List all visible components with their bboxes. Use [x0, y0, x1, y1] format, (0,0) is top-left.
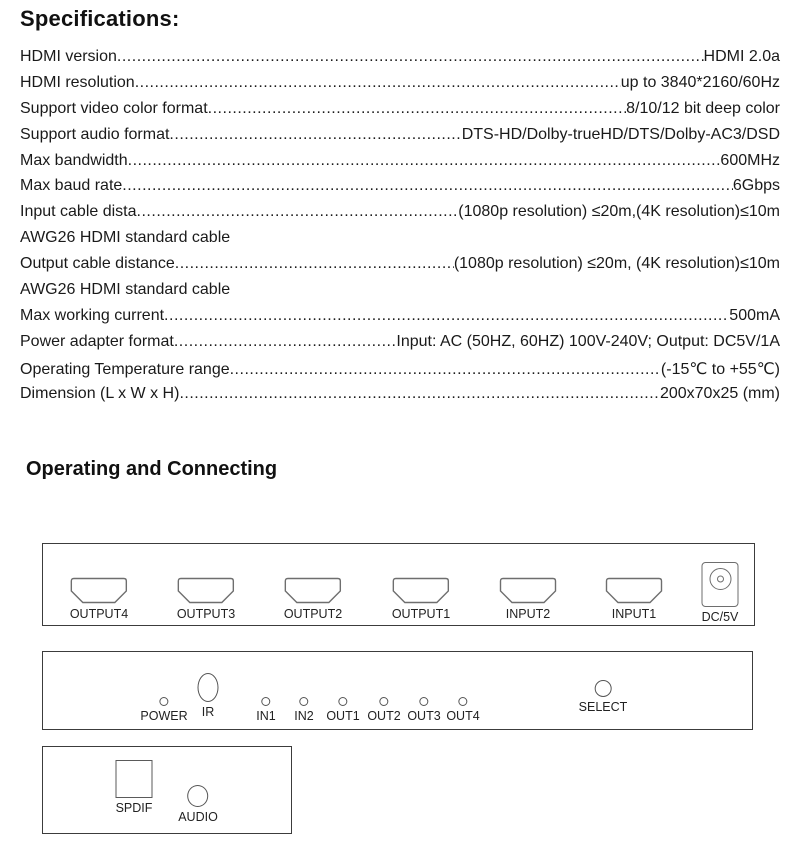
- front-panel: [42, 651, 753, 730]
- select-button-icon: [594, 680, 611, 697]
- leader-dots: [137, 203, 459, 221]
- spec-row: [20, 333, 780, 359]
- spec-value: 8/10/12 bit deep color: [626, 99, 780, 117]
- led-label: OUT1: [326, 709, 360, 723]
- spec-value: DTS-HD/Dolby-trueHD/DTS/Dolby-AC3/DSD: [461, 125, 780, 143]
- leader-dots: [208, 100, 626, 118]
- spec-label: Input cable dista: [20, 203, 137, 221]
- back-panel: [42, 543, 755, 626]
- spec-row: [20, 307, 780, 333]
- hdmi-port-output1: [392, 577, 450, 621]
- port-label: OUTPUT4: [69, 607, 129, 621]
- dc-jack-icon: [702, 562, 739, 607]
- port-label: DC/5V: [701, 610, 739, 624]
- hdmi-port-icon: [499, 577, 557, 604]
- audio-port-icon: [188, 785, 209, 807]
- audio-label: AUDIO: [178, 810, 218, 824]
- hdmi-port-output4: [70, 577, 128, 621]
- hdmi-port-output2: [284, 577, 342, 621]
- spec-value: Input: AC (50HZ, 60HZ) 100V-240V; Output: DC5V/1A: [396, 332, 780, 350]
- spec-value: 500mA: [729, 306, 780, 324]
- spdif-port: [116, 760, 153, 815]
- led-icon: [299, 697, 308, 706]
- spec-label: Support audio format: [20, 125, 170, 143]
- spec-row: [20, 203, 780, 229]
- spec-row: [20, 100, 780, 126]
- spec-value: (1080p resolution) ≤20m, (4K resolution)≤10m: [453, 255, 780, 273]
- leader-dots: [117, 48, 704, 66]
- spec-value: (-15℃ to +55℃): [660, 360, 780, 378]
- ir-label: IR: [201, 705, 215, 719]
- spec-row: [20, 74, 780, 100]
- spec-value: 200x70x25 (mm): [659, 384, 780, 402]
- spec-row: [20, 385, 780, 411]
- hdmi-port-icon: [70, 577, 128, 604]
- port-label: OUTPUT1: [391, 607, 451, 621]
- leader-dots: [169, 126, 461, 144]
- spec-label: Support video color format: [20, 99, 208, 117]
- spec-label: Dimension (L x W x H): [20, 384, 180, 402]
- hdmi-port-icon: [177, 577, 235, 604]
- spec-value: 600MHz: [720, 151, 780, 169]
- spec-label: AWG26 HDMI standard cable: [20, 229, 231, 247]
- spec-row: [20, 126, 780, 152]
- spec-label: HDMI resolution: [20, 73, 135, 91]
- led-icon: [380, 697, 389, 706]
- spec-label: Max bandwidth: [20, 151, 128, 169]
- spec-row: [20, 359, 780, 385]
- spec-row: [20, 255, 780, 281]
- port-label: OUTPUT3: [176, 607, 236, 621]
- select-button: [579, 680, 628, 714]
- led-out2: [367, 697, 400, 723]
- leader-dots: [122, 177, 733, 195]
- leader-dots: [230, 361, 661, 379]
- dc-power-port: [702, 562, 739, 624]
- port-label: OUTPUT2: [283, 607, 343, 621]
- spec-label: Operating Temperature range: [20, 360, 230, 378]
- power-led-label: POWER: [140, 709, 188, 723]
- port-label: INPUT2: [505, 607, 551, 621]
- spec-row: [20, 177, 780, 203]
- select-button-label: SELECT: [578, 700, 628, 714]
- audio-port: [178, 785, 218, 824]
- hdmi-port-output3: [177, 577, 235, 621]
- led-icon: [261, 697, 270, 706]
- port-label: INPUT1: [611, 607, 657, 621]
- ir-receiver: [198, 673, 219, 719]
- spec-row: [20, 152, 780, 178]
- specifications-heading: Specifications:: [20, 6, 180, 31]
- led-label: IN2: [294, 709, 314, 723]
- power-led-icon: [159, 697, 168, 706]
- leader-dots: [174, 333, 397, 351]
- leader-dots: [175, 255, 454, 273]
- led-icon: [459, 697, 468, 706]
- leader-dots: [179, 385, 660, 403]
- leader-dots: [128, 152, 721, 170]
- led-label: OUT4: [446, 709, 480, 723]
- led-label: OUT3: [407, 709, 441, 723]
- led-label: IN1: [256, 709, 276, 723]
- spec-value: (1080p resolution) ≤20m,(4K resolution)≤10m: [458, 203, 780, 221]
- spec-label: Output cable distance: [20, 255, 175, 273]
- leader-dots: [135, 74, 621, 92]
- power-led: [140, 697, 187, 723]
- side-panel: [42, 746, 292, 834]
- spec-row: [20, 281, 780, 307]
- operating-heading: Operating and Connecting: [26, 458, 278, 480]
- spec-label: Max working current: [20, 306, 165, 324]
- hdmi-port-icon: [392, 577, 450, 604]
- led-out1: [326, 697, 359, 723]
- spec-value: 6Gbps: [732, 177, 780, 195]
- spdif-label: SPDIF: [115, 801, 153, 815]
- spdif-port-icon: [116, 760, 153, 798]
- hdmi-port-icon: [605, 577, 663, 604]
- leader-dots: [164, 307, 729, 325]
- led-out4: [446, 697, 479, 723]
- spec-row: [20, 48, 780, 74]
- spec-value: up to 3840*2160/60Hz: [620, 73, 780, 91]
- spec-label: Power adapter format: [20, 332, 174, 350]
- spec-label: Max baud rate: [20, 177, 123, 195]
- spec-label: AWG26 HDMI standard cable: [20, 281, 231, 299]
- spec-row: [20, 229, 780, 255]
- spec-list: [20, 48, 780, 410]
- led-in2: [294, 697, 313, 723]
- led-icon: [420, 697, 429, 706]
- hdmi-port-input2: [499, 577, 557, 621]
- spec-value: HDMI 2.0a: [703, 48, 780, 65]
- led-icon: [339, 697, 348, 706]
- hdmi-port-input1: [605, 577, 663, 621]
- spec-label: HDMI version: [20, 48, 117, 65]
- ir-receiver-icon: [198, 673, 219, 702]
- hdmi-port-icon: [284, 577, 342, 604]
- led-in1: [256, 697, 275, 723]
- led-out3: [407, 697, 440, 723]
- led-label: OUT2: [367, 709, 401, 723]
